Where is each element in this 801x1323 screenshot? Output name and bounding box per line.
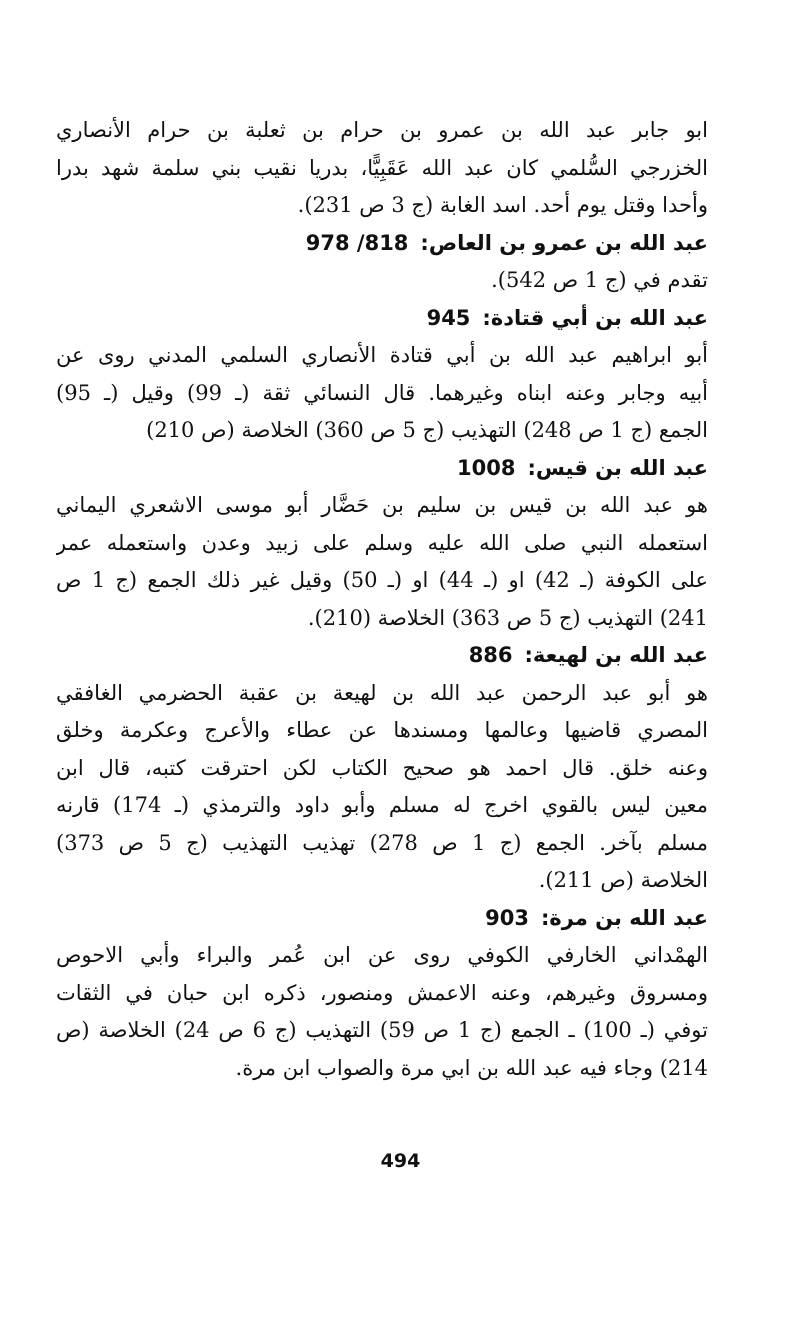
entry-number: 1008 [456, 455, 516, 480]
entry-number: 818/ 978 [305, 230, 409, 255]
entry-heading [56, 300, 708, 338]
entry-name: عبد الله بن لهيعة: [524, 643, 708, 667]
entry-number: 886 [468, 643, 513, 667]
entry-name: عبد الله بن عمرو بن العاص: [420, 230, 708, 255]
text-line: أبيه وجابر وعنه ابناه وغيرهما. قال النسائي ثقة (ـ 99) وقيل (ـ 95) [56, 380, 708, 405]
text-line: وعنه خلق. قال احمد هو صحيح الكتاب لكن احترقت كتبه، قال ابن [56, 755, 708, 780]
entry-name: عبد الله بن أبي قتادة: [482, 305, 708, 330]
entry-heading [56, 637, 708, 675]
text-line: الخلاصة (ص 211). [538, 868, 708, 892]
text-line: المصري قاضيها وعالمها ومسندها عن عطاء والأعرج وعكرمة وخلق [56, 718, 708, 742]
text-line: معين ليس بالقوي اخرج له مسلم وأبو داود والترمذي (ـ 174) قارنه [56, 793, 708, 817]
text-line: توفي (ـ 100) ـ الجمع (ج 1 ص 59) التهذيب (ج 6 ص 24) الخلاصة (ص [56, 1018, 708, 1042]
text-line: أبو ابراهيم عبد الله بن أبي قتادة الأنصاري السلمي المدني روى عن [56, 343, 708, 367]
entry-name: عبد الله بن مرة: [540, 905, 708, 930]
entry-heading [56, 450, 708, 488]
text-line: وأحدا وقتل يوم أحد. اسد الغابة (ج 3 ص 231). [297, 193, 708, 217]
text-line: تقدم في (ج 1 ص 542). [491, 268, 708, 292]
text-line: هو عبد الله بن قيس بن سليم بن حَضَّار أبو موسى الاشعري اليماني [56, 493, 708, 517]
text-line: الجمع (ج 1 ص 248) التهذيب (ج 5 ص 360) الخلاصة (ص 210) [146, 418, 708, 442]
text-line: الخزرجي السُّلمي كان عبد الله عَقَبِيًّا، بدريا نقيب بني سلمة شهد بدرا [56, 155, 708, 180]
entry-heading [56, 900, 708, 938]
entry-number: 945 [426, 305, 471, 330]
page-body [56, 112, 708, 1087]
text-line: ابو جابر عبد الله بن عمرو بن حرام بن ثعلبة بن حرام الأنصاري [56, 118, 708, 142]
text-line: 241) التهذيب (ج 5 ص 363) الخلاصة (210). [307, 605, 708, 630]
text-line: مسلم بآخر. الجمع (ج 1 ص 278) تهذيب التهذيب (ج 5 ص 373) [56, 830, 708, 855]
page-number: 494 [380, 1150, 421, 1172]
text-line: على الكوفة (ـ 42) او (ـ 44) او (ـ 50) وقيل غير ذلك الجمع (ج 1 ص [56, 568, 708, 592]
entry-heading [56, 225, 708, 263]
text-line: استعمله النبي صلى الله عليه وسلم على زبيد وعدن واستعمله عمر [56, 530, 708, 555]
text-line: هو أبو عبد الرحمن عبد الله بن لهيعة بن عقبة الحضرمي الغافقي [56, 680, 708, 705]
entry-name: عبد الله بن قيس: [527, 455, 708, 480]
entry-number: 903 [485, 905, 529, 930]
text-line: الهمْداني الخارفي الكوفي روى عن ابن عُمر والبراء وأبي الاحوص [56, 943, 708, 967]
text-line: ومسروق وغيرهم، وعنه الاعمش ومنصور، ذكره ابن حبان في الثقات [56, 980, 708, 1005]
text-line: 214) وجاء فيه عبد الله بن ابي مرة والصواب ابن مرة. [235, 1055, 708, 1080]
